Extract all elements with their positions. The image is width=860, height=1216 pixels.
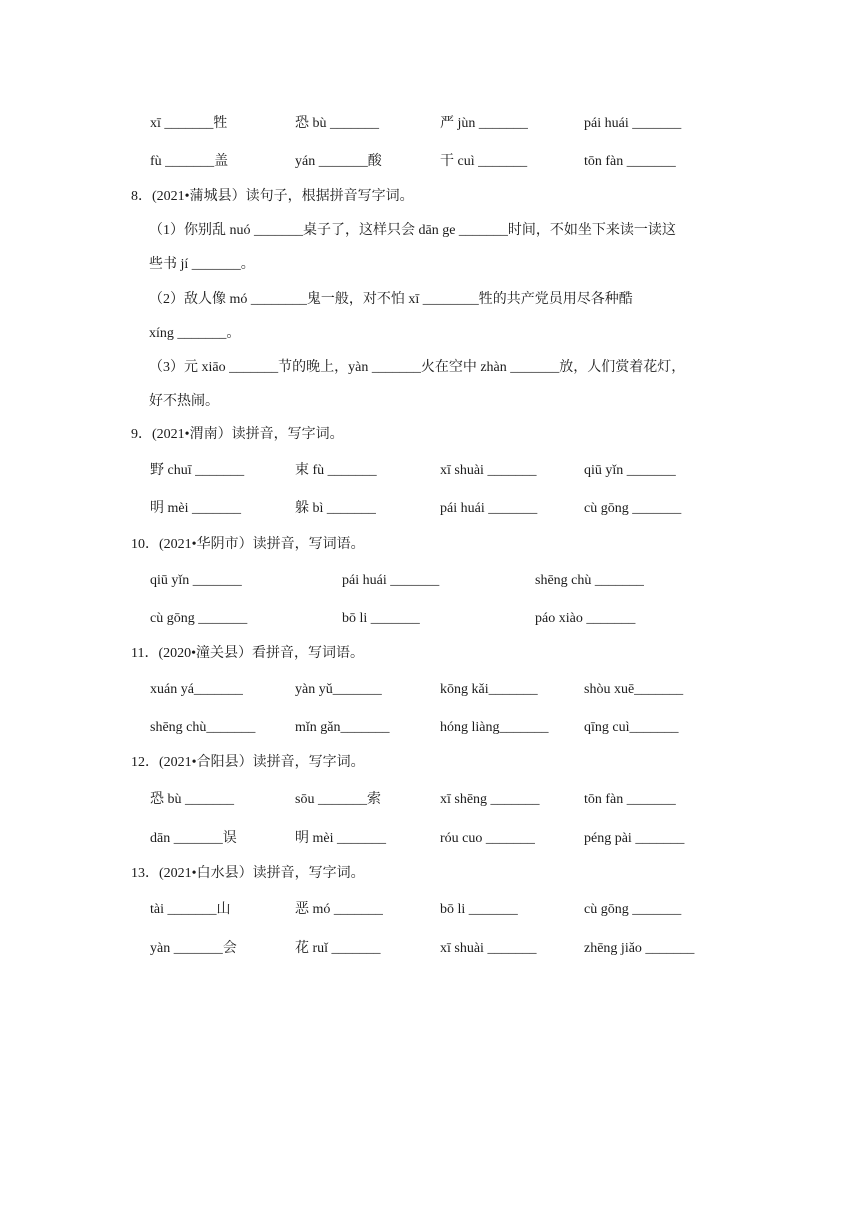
q9-row-1 (0, 461, 860, 481)
q13-row-1 (0, 900, 860, 920)
q12-row-1 (0, 790, 860, 810)
q8-title: 8．(2021•蒲城县）读句子，根据拼音写字词。 (131, 189, 414, 204)
q8-sentence-3-cont: 好不热闹。 (149, 394, 219, 409)
q12-item: tōn fàn _______ (584, 792, 676, 807)
q9-item: 明 mèi _______ (150, 501, 241, 516)
q10-title: 10．(2021•华阴市）读拼音，写词语。 (131, 537, 365, 552)
q13-title: 13．(2021•白水县）读拼音，写字词。 (131, 866, 365, 881)
q9-item: 躲 bì _______ (295, 501, 376, 516)
q8-sentence-1-cont: 些书 jí _______。 (149, 257, 255, 272)
q7-item: 恐 bù _______ (295, 116, 379, 131)
q12-row-2 (0, 829, 860, 849)
q7-row-1 (0, 114, 860, 134)
q13-item: 恶 mó _______ (295, 902, 383, 917)
q11-title: 11．(2020•潼关县）看拼音，写词语。 (131, 646, 365, 661)
q13-item: zhēng jiǎo _______ (584, 941, 695, 956)
q11-item: kōng kǎi_______ (440, 682, 538, 697)
q12-item: péng pài _______ (584, 831, 685, 846)
q10-item: pái huái _______ (342, 573, 440, 588)
q11-item: xuán yá_______ (150, 682, 243, 697)
q10-item: cù gōng _______ (150, 611, 248, 626)
q13-item: 花 ruǐ _______ (295, 941, 381, 956)
q10-item: qiū yǐn _______ (150, 573, 242, 588)
q9-item: pái huái _______ (440, 501, 538, 516)
q12-item: sōu _______索 (295, 792, 381, 807)
q7-item: yán _______酸 (295, 154, 382, 169)
q12-item: dān _______误 (150, 831, 237, 846)
q7-row-2 (0, 152, 860, 172)
q12-item: 恐 bù _______ (150, 792, 234, 807)
q11-item: hóng liàng_______ (440, 720, 549, 735)
q9-item: 束 fù _______ (295, 463, 377, 478)
q7-item: pái huái _______ (584, 116, 682, 131)
q11-row-2 (0, 718, 860, 738)
q10-item: bō li _______ (342, 611, 420, 626)
q10-item: shēng chù _______ (535, 573, 644, 588)
q7-item: 干 cuì _______ (440, 154, 528, 169)
q11-item: shēng chù_______ (150, 720, 256, 735)
q7-item: xī _______牲 (150, 116, 228, 131)
q8-sentence-1: （1）你别乱 nuó _______桌子了，这样只会 dān ge _______时间，不如坐下来读一读这 (149, 223, 676, 238)
q9-item: cù gōng _______ (584, 501, 682, 516)
q7-item: fù _______盖 (150, 154, 229, 169)
q13-item: xī shuài _______ (440, 941, 537, 956)
q11-item: yàn yǔ_______ (295, 682, 382, 697)
q13-item: cù gōng _______ (584, 902, 682, 917)
q7-item: tōn fàn _______ (584, 154, 676, 169)
q10-row-1 (0, 571, 860, 591)
q10-row-2 (0, 609, 860, 629)
q8-sentence-3: （3）元 xiāo _______节的晚上，yàn _______火在空中 zhàn _______放，人们赏着花灯， (149, 360, 686, 375)
q13-item: tài _______山 (150, 902, 231, 917)
q12-item: xī shēng _______ (440, 792, 540, 807)
q12-item: 明 mèi _______ (295, 831, 386, 846)
q9-item: xī shuài _______ (440, 463, 537, 478)
q11-item: mǐn gǎn_______ (295, 720, 390, 735)
q9-row-2 (0, 499, 860, 519)
q11-item: qīng cuì_______ (584, 720, 679, 735)
q11-item: shòu xuē_______ (584, 682, 684, 697)
q13-row-2 (0, 939, 860, 959)
q7-item: 严 jùn _______ (440, 116, 528, 131)
q10-item: páo xiào _______ (535, 611, 636, 626)
q12-title: 12．(2021•合阳县）读拼音，写字词。 (131, 755, 365, 770)
q9-item: 野 chuī _______ (150, 463, 245, 478)
q11-row-1 (0, 680, 860, 700)
q9-title: 9．(2021•渭南）读拼音，写字词。 (131, 427, 344, 442)
q13-item: yàn _______会 (150, 941, 237, 956)
q8-sentence-2-cont: xíng _______。 (149, 326, 241, 341)
q8-sentence-2: （2）敌人像 mó ________鬼一般，对不怕 xī ________牲的共产党员用尽各种酷 (149, 292, 633, 307)
q12-item: róu cuo _______ (440, 831, 535, 846)
q9-item: qiū yǐn _______ (584, 463, 676, 478)
q13-item: bō li _______ (440, 902, 518, 917)
